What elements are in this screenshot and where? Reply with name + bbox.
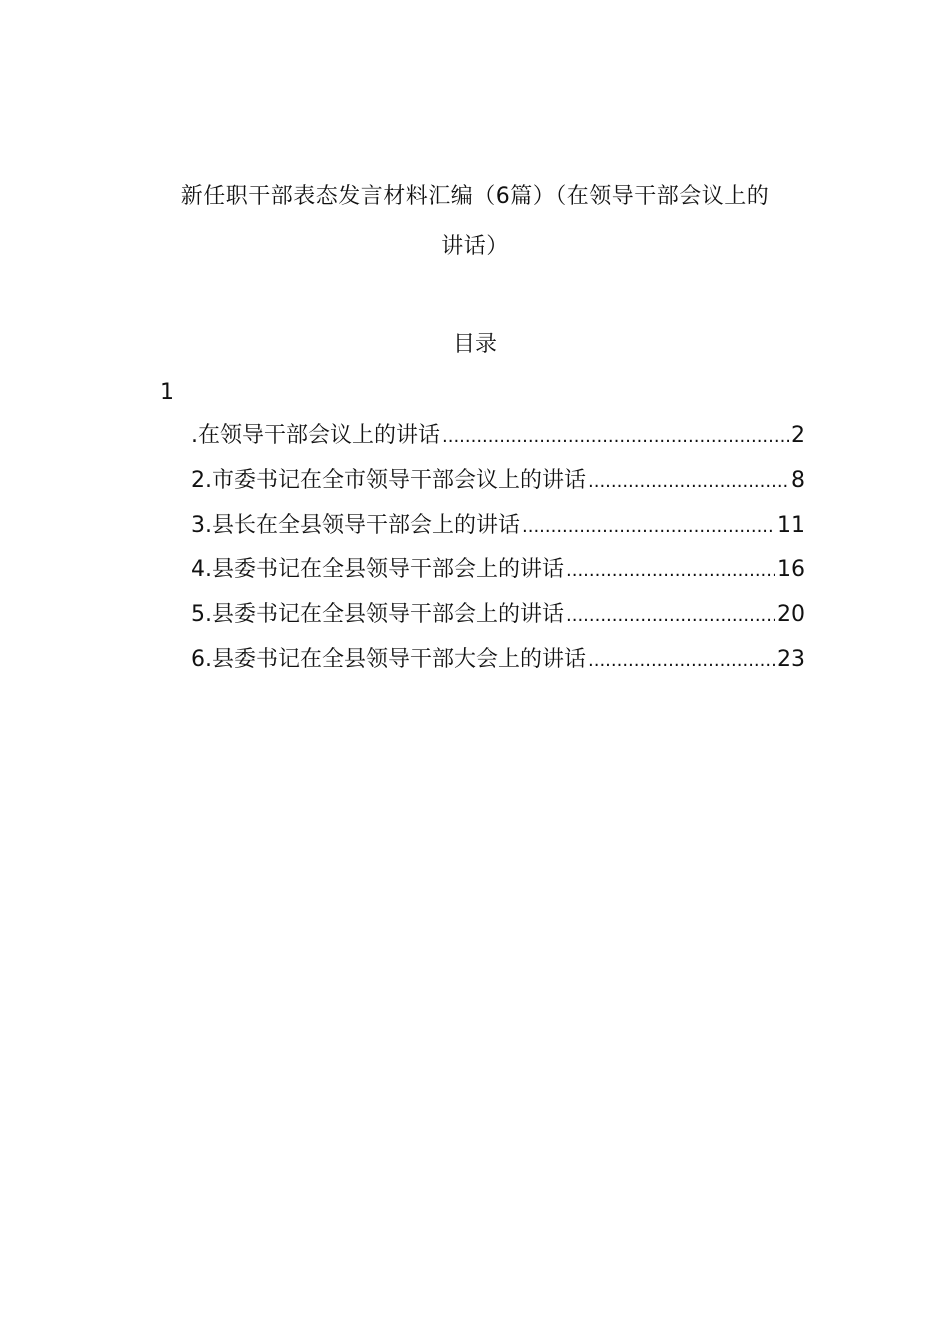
toc-leading-number: 1: [160, 380, 174, 405]
toc-entry-3[interactable]: [191, 508, 805, 553]
toc-entry-page: 11: [777, 512, 805, 538]
document-title-line-2: 讲话）: [441, 234, 509, 259]
toc-dot-leader: [588, 643, 775, 679]
toc-entry-page: 16: [777, 557, 805, 583]
toc-entry-label: 5.县委书记在全县领导干部会上的讲话: [191, 602, 564, 628]
toc-dot-leader: [566, 598, 775, 634]
toc-entry-5[interactable]: [191, 597, 805, 642]
document-title-line-1: 新任职干部表态发言材料汇编（6篇）（在领导干部会议上的: [180, 184, 770, 209]
toc-entry-page: 8: [791, 467, 805, 493]
toc-heading: 目录: [452, 332, 497, 357]
toc-entry-label: 2.市委书记在全市领导干部会议上的讲话: [191, 467, 586, 493]
toc-dot-leader: [588, 464, 789, 500]
toc-dot-leader: [442, 419, 789, 455]
toc-entry-page: 20: [777, 602, 805, 628]
toc-entry-page: 2: [791, 423, 805, 448]
toc-entry-label: 6.县委书记在全县领导干部大会上的讲话: [191, 646, 586, 672]
toc-entry-label: 4.县委书记在全县领导干部会上的讲话: [191, 557, 564, 583]
toc-entry-page: 23: [777, 646, 805, 672]
toc-dot-leader: [566, 553, 775, 589]
toc-entry-label: .在领导干部会议上的讲话: [191, 423, 440, 448]
table-of-contents: [191, 418, 805, 687]
document-title: [150, 172, 800, 272]
toc-entry-2[interactable]: [191, 463, 805, 508]
toc-entry-label: 3.县长在全县领导干部会上的讲话: [191, 512, 520, 538]
toc-entry-1[interactable]: [191, 418, 805, 463]
toc-dot-leader: [522, 509, 775, 545]
toc-entry-4[interactable]: [191, 552, 805, 597]
toc-entry-6[interactable]: [191, 642, 805, 687]
